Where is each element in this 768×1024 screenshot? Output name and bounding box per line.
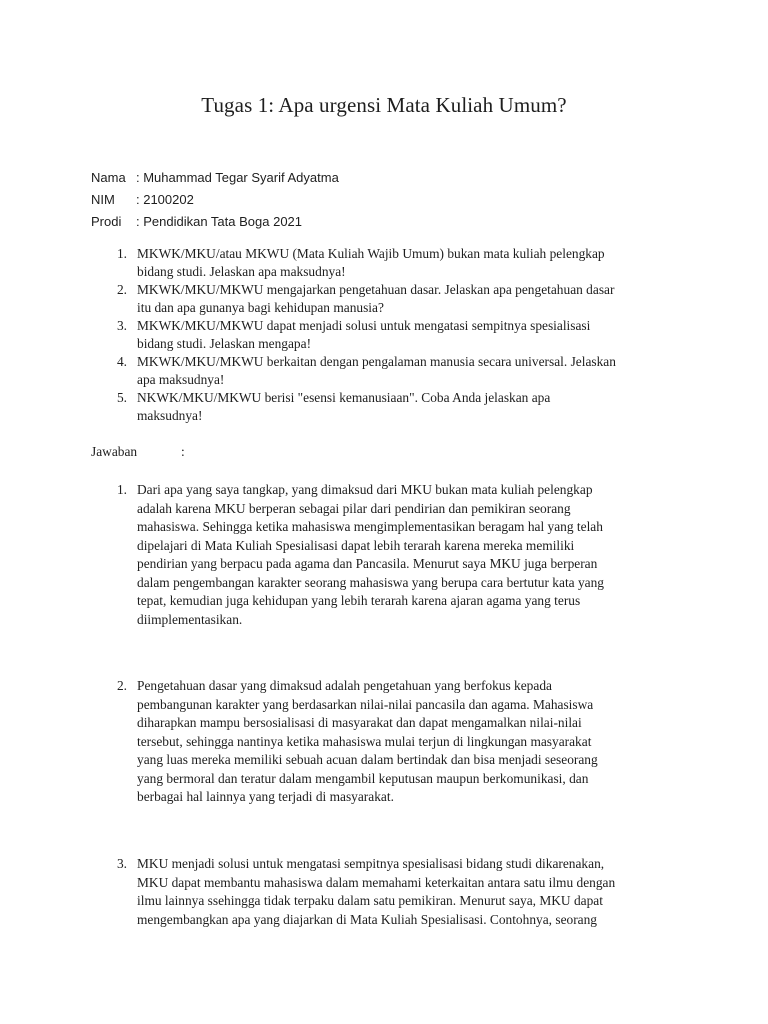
question-number: 4. xyxy=(116,354,127,369)
student-info xyxy=(91,167,339,233)
nim-label: NIM xyxy=(91,192,115,207)
student-name-row xyxy=(91,167,339,189)
name-label: Nama xyxy=(91,170,126,185)
question-text: MKWK/MKU/MKWU berkaitan dengan pengalaman manusia secara universal. Jelaskan apa maksudnya! xyxy=(137,354,616,387)
answer-text: MKU menjadi solusi untuk mengatasi sempitnya spesialisasi bidang studi dikarenakan, MKU dapat membantu mahasiswa dalam memahami keterkaitan antara satu ilmu dengan ilmu lainnya ssehingga tidak terpaku dalam satu pemikiran. Menurut saya, MKU dapat mengembangkan apa yang diajarkan di Mata Kuliah Spesialisasi. Contohnya, seorang xyxy=(137,856,616,927)
answer-number: 2. xyxy=(116,678,127,693)
question-item xyxy=(91,245,691,280)
answer-block-1 xyxy=(91,481,711,629)
answer-number: 1. xyxy=(116,482,127,497)
answer-item xyxy=(91,481,711,629)
question-list xyxy=(91,245,691,425)
answer-label: Jawaban xyxy=(91,444,138,459)
answer-number: 3. xyxy=(116,856,127,871)
question-number: 5. xyxy=(116,390,127,405)
question-item xyxy=(91,317,691,352)
question-number: 2. xyxy=(116,282,127,297)
name-value: : Muhammad Tegar Syarif Adyatma xyxy=(136,170,339,185)
answer-item xyxy=(91,677,711,807)
answer-item xyxy=(91,855,711,929)
answer-text: Pengetahuan dasar yang dimaksud adalah pengetahuan yang berfokus kepada pembangunan karakter yang berdasarkan nilai-nilai pancasila dan agama. Mahasiswa diharapkan mampu bersosialisasi di masyarakat dan dapat mengamalkan nilai-nilai tersebut, sehingga nantinya ketika mahasiswa mulai terjun di lingkungan masyarakat yang luas mereka memiliki sebuah acuan dalam bertindak dan bisa menjadi seseorang yang bermoral dan teratur dalam mengambil keputusan maupun berkomunikasi, dan berbagai hal lainnya yang terjadi di masyarakat. xyxy=(137,678,598,804)
answer-block-3 xyxy=(91,855,711,929)
nim-value: : 2100202 xyxy=(136,192,194,207)
question-item xyxy=(91,389,691,424)
question-text: MKWK/MKU/MKWU mengajarkan pengetahuan dasar. Jelaskan apa pengetahuan dasar itu dan apa gunanya bagi kehidupan manusia? xyxy=(137,282,615,315)
answer-heading xyxy=(91,444,185,460)
question-text: MKWK/MKU/MKWU dapat menjadi solusi untuk mengatasi sempitnya spesialisasi bidang studi. Jelaskan mengapa! xyxy=(137,318,591,351)
prodi-value: : Pendidikan Tata Boga 2021 xyxy=(136,214,303,229)
question-item xyxy=(91,353,691,388)
question-text: NKWK/MKU/MKWU berisi "esensi kemanusiaan". Coba Anda jelaskan apa maksudnya! xyxy=(137,390,551,423)
question-number: 1. xyxy=(116,246,127,261)
answer-colon: : xyxy=(181,444,185,459)
student-prodi-row xyxy=(91,211,339,233)
question-text: MKWK/MKU/atau MKWU (Mata Kuliah Wajib Umum) bukan mata kuliah pelengkap bidang studi. Jelaskan apa maksudnya! xyxy=(137,246,605,279)
answer-text: Dari apa yang saya tangkap, yang dimaksud dari MKU bukan mata kuliah pelengkap adalah karena MKU berperan sebagai pilar dari pendirian dan pemikiran seorang mahasiswa. Sehingga ketika mahasiswa mengimplementasikan beragam hal yang telah dipelajari di Mata Kuliah Spesialisasi dapat lebih terarah karena mereka memiliki pendirian yang berpacu pada agama dan Pancasila. Menurut saya MKU juga berperan dalam pengembangan karakter seorang mahasiswa yang berupa cara bertutur kata yang tepat, kemudian juga kehidupan yang lebih terarah karena ajaran agama yang terus diimplementasikan. xyxy=(137,482,604,627)
answer-block-2 xyxy=(91,677,711,807)
prodi-label: Prodi xyxy=(91,214,122,229)
question-item xyxy=(91,281,691,316)
question-number: 3. xyxy=(116,318,127,333)
document-title: Tugas 1: Apa urgensi Mata Kuliah Umum? xyxy=(201,93,567,117)
student-nim-row xyxy=(91,189,339,211)
